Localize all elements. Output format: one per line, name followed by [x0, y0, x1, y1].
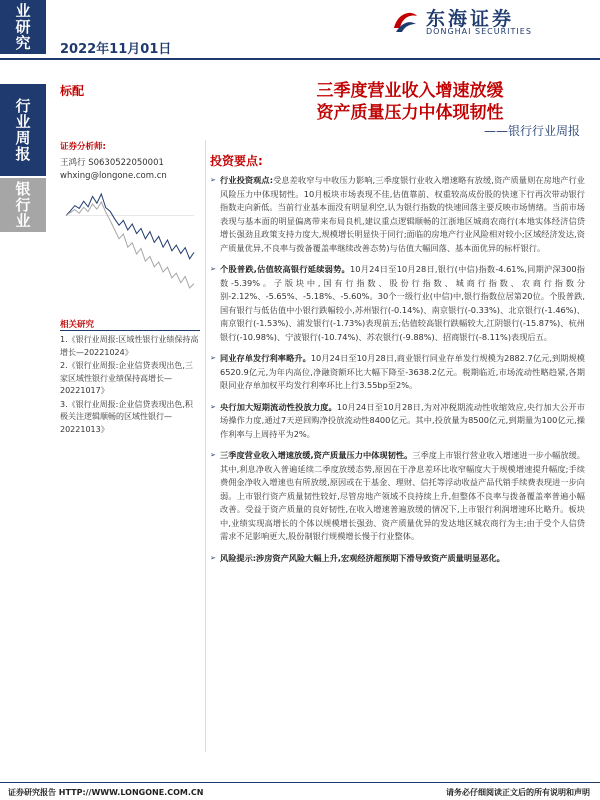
- key-point-head: 央行加大短期流动性投放力度。: [220, 401, 337, 412]
- industry-label: 银行业: [13, 181, 32, 229]
- related-research-divider: [60, 330, 200, 331]
- report-title-line2: 资产质量压力中体现韧性: [316, 103, 504, 123]
- weekly-report-tab: [0, 84, 46, 176]
- header-divider: [0, 58, 600, 60]
- key-point: [210, 352, 585, 393]
- key-point: [210, 174, 585, 255]
- footer-divider: [0, 782, 600, 783]
- logo-en-text: DONGHAI SECURITIES: [426, 27, 532, 36]
- related-research-item[interactable]: 2.《银行业周报:企业信贷表现出色,三家区域性银行业绩保持高增长—20221017》: [60, 361, 193, 395]
- risk-warning: [210, 552, 585, 566]
- analyst-email[interactable]: whxing@longone.com.cn: [60, 171, 167, 181]
- footer-disclaimer: 请务必仔细阅读正文后的所有说明和声明: [446, 788, 590, 797]
- risk-warning-head: 风险提示:: [220, 552, 257, 563]
- key-point-head: 行业投资观点:: [220, 175, 273, 185]
- column-divider: [205, 140, 206, 752]
- analyst-name: 王鸿行 S0630522050001: [60, 158, 164, 168]
- report-subtitle: ——银行行业周报: [483, 124, 580, 138]
- chart-series-line-0: [66, 194, 194, 259]
- key-point: [210, 263, 585, 344]
- arrow-bullet-icon: ➢: [210, 265, 216, 273]
- key-point-body: 受息差收窄与中收压力影响,三季度银行业收入增速略有放缓,资产质量则在房地产行业风险压力中体现韧性。10月板块市场表现不佳,估值靠前、权重较高成份股的快速下行再次带动银行指数走向新低。当前行业基本面没有明显利空,认为银行指数的快速回落主要反映市场情绪。当前市场表现与基本面的明显偏离带来布局良机,建议重点逻辑顺畅的江浙地区城商农商行(本地实体经济信贷增长强劲且政策支持力度大,规模增长明显快于同行;面临的房地产行业风险相对较小;区域经济发达,资产质量优异,不良率与拨备覆盖率继续改善态势)与估值大幅回落、基本面优异的标杆银行。: [220, 175, 585, 253]
- report-date: 2022年11月01日: [60, 42, 172, 57]
- key-point-head: 三季度营业收入增速放缓,资产质量压力中体现韧性。: [220, 450, 413, 460]
- key-point-body: 三季度上市银行营业收入增速进一步小幅放缓。其中,利息净收入普遍延续二季度放缓态势,原因在于净息差环比收窄幅度大于规模增速提升幅度;手续费佣金净收入增速也有所放缓,原因或在于基金、理财、信托等浮动收益产品代销手续费表现进一步向弱。上市银行资产质量韧性较好,尽管房地产领域不良持续上升,但整体不良率与拨备覆盖率普遍小幅改善。受益于资产质量的良好韧性,在收入增速普遍放缓的情况下,上市银行利润增速环比略升。板块中,业绩实现高增长的个体以规模增长强劲、资产质量优异的发达地区城农商行为主;由于受个人信贷需求不足影响更大,股份制银行规模增长慢于行业整体。: [220, 450, 585, 541]
- related-research-item[interactable]: 3.《银行业周报:企业信贷表现出色,积极关注逻辑顺畅的区域性银行—20221013》: [60, 399, 193, 434]
- arrow-bullet-icon: ➢: [210, 451, 216, 459]
- key-point-head: 同业存单发行利率略升。: [220, 353, 311, 363]
- key-point-body: 10月24日至10月28日,为对冲税期流动性收缩效应,央行加大公开市场操作力度,通过7天逆回购净投放流动性8400亿元。其中,投放量为8500亿元,到期量为100亿元,操作利率与上周持平为2%。: [220, 401, 585, 439]
- index-performance-chart: [60, 186, 200, 296]
- key-point-head: 个股普跌,估值较高银行延续弱势。: [220, 264, 351, 274]
- footer-website[interactable]: 证券研究报告 HTTP://WWW.LONGONE.COM.CN: [8, 788, 204, 797]
- related-research-heading: 相关研究: [60, 320, 95, 330]
- weekly-report-label: 行业周报: [13, 98, 32, 162]
- donghai-logo-icon: [390, 6, 420, 34]
- report-type-tab: [0, 0, 46, 54]
- arrow-bullet-icon: ➢: [210, 354, 216, 362]
- related-research-item[interactable]: 1.《银行业周报:区域性银行业绩保持高增长—20221024》: [60, 335, 199, 357]
- arrow-bullet-icon: ➢: [210, 553, 216, 562]
- analyst-heading: 证券分析师:: [60, 142, 106, 152]
- industry-tab: [0, 178, 46, 232]
- logo-cn-text: 东海证券: [426, 8, 515, 30]
- risk-warning-body: 涉房资产风险大幅上升,宏观经济超预期下滑导致资产质量明显恶化。: [256, 552, 505, 563]
- report-type-label: 业研究: [13, 3, 32, 51]
- related-research-list: [60, 334, 200, 437]
- industry-rating: 标配: [60, 84, 85, 98]
- key-points-list: [210, 174, 585, 573]
- key-point: [210, 401, 585, 442]
- report-title-line1: 三季度营业收入增速放缓: [316, 81, 504, 101]
- key-point-body: 10月24日至10月28日,商业银行同业存单发行规模为2882.7亿元,到期规模6520.9亿元,为年内高位,净融资额环比大幅下降至-3638.2亿元。税期临近,市场流动性略趋紧,各期限同业存单加权平均发行利率环比上行3.55bp至2%。: [220, 353, 585, 390]
- key-point-body: 10月24日至10月28日,银行(中信)指数-4.61%,同期沪深300指数-5.39%。子版块中,国有行指数、股份行指数、城商行指数、农商行指数分别-2.12%、-5.65%、-5.18%、-5.60%。30个一级行业(中信)中,银行指数位居第20位。个股普跌,国有银行与低估值中小银行跌幅较小,苏州银行(-0.14%)、南京银行(-0.33%)、北京银行(-1.46%)、南京银行(-1.53%)、浦发银行(-1.73%)表现前五;估值较高银行跌幅较大,江阴银行(-15.87%)、杭州银行(-10.98%)、宁波银行(-10.74%)、苏农银行(-9.88%)、招商银行(-8.11%)表现后五。: [220, 264, 585, 342]
- donghai-logo: [390, 4, 590, 38]
- arrow-bullet-icon: ➢: [210, 176, 216, 184]
- chart-series-line-1: [66, 202, 194, 288]
- key-point: [210, 449, 585, 544]
- key-points-heading: 投资要点:: [210, 154, 263, 168]
- arrow-bullet-icon: ➢: [210, 402, 216, 411]
